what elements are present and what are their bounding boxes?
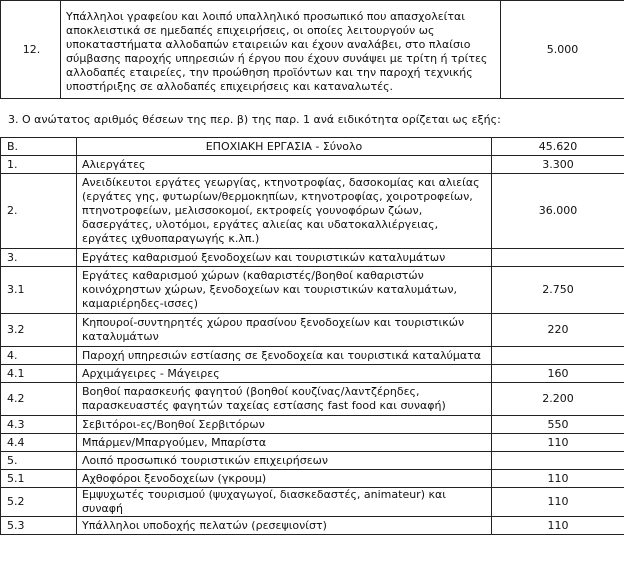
table-row bbox=[1, 314, 624, 347]
table-row bbox=[1, 416, 624, 434]
row-value: 550 bbox=[492, 416, 624, 434]
header-total: 45.620 bbox=[492, 138, 624, 156]
row-value: 220 bbox=[492, 314, 624, 347]
table-row bbox=[1, 365, 624, 383]
row-description: Αρχιμάγειρες - Μάγειρες bbox=[77, 365, 492, 383]
table-row bbox=[1, 383, 624, 416]
table-row bbox=[1, 249, 624, 267]
row-description: Μπάρμεν/Μπαργούμεν, Μπαρίστα bbox=[77, 434, 492, 452]
header-title: ΕΠΟΧΙΑΚΗ ΕΡΓΑΣΙΑ - Σύνολο bbox=[77, 138, 492, 156]
header-code: B. bbox=[1, 138, 77, 156]
table-row bbox=[1, 517, 624, 535]
row-code: 4.3 bbox=[1, 416, 77, 434]
row-value: 110 bbox=[492, 434, 624, 452]
table-row bbox=[1, 470, 624, 488]
row-value: 36.000 bbox=[492, 174, 624, 249]
table-row bbox=[1, 267, 624, 314]
row-value: 160 bbox=[492, 365, 624, 383]
row-description: Παροχή υπηρεσιών εστίασης σε ξενοδοχεία και τουριστικά καταλύματα bbox=[77, 347, 492, 365]
row-code: 2. bbox=[1, 174, 77, 249]
row-value: 110 bbox=[492, 488, 624, 517]
table-row bbox=[1, 347, 624, 365]
section-paragraph: 3. Ο ανώτατος αριθμός θέσεων της περ. β) της παρ. 1 ανά ειδικότητα ορίζεται ως εξής: bbox=[8, 113, 501, 126]
row-value bbox=[492, 249, 624, 267]
row-value: 110 bbox=[492, 517, 624, 535]
row-code: 4. bbox=[1, 347, 77, 365]
row-description: Κηπουροί-συντηρητές χώρου πρασίνου ξενοδοχείων και τουριστικών καταλυμάτων bbox=[77, 314, 492, 347]
row-description: Ανειδίκευτοι εργάτες γεωργίας, κτηνοτροφίας, δασοκομίας και αλιείας (εργάτες γης, φυτωρίων/θερμοκηπίων, κτηνοτροφίας, χοιροτροφείων, πτηνοτροφείων, μελισσοκομοί, εκτροφείς γουνοφόρων ζώων, δασεργάτες, υλοτόμοι, εργάτες αλιείας και υδατοκαλλιέργειας, εργάτες ιχθυοπαραγωγής κ.λπ.) bbox=[77, 174, 492, 249]
row-code: 4.2 bbox=[1, 383, 77, 416]
row-number: 12. bbox=[1, 1, 61, 99]
row-code: 5. bbox=[1, 452, 77, 470]
table-row bbox=[1, 488, 624, 517]
row-code: 3.2 bbox=[1, 314, 77, 347]
table-row bbox=[1, 1, 624, 99]
row-description: Εργάτες καθαρισμού ξενοδοχείων και τουριστικών καταλυμάτων bbox=[77, 249, 492, 267]
row-value bbox=[492, 452, 624, 470]
row-description: Αχθοφόροι ξενοδοχείων (γκρουμ) bbox=[77, 470, 492, 488]
row-description: Σεβιτόροι-ες/Βοηθοί Σερβιτόρων bbox=[77, 416, 492, 434]
row-code: 3.1 bbox=[1, 267, 77, 314]
table-row bbox=[1, 452, 624, 470]
row-value: 5.000 bbox=[501, 1, 624, 99]
row-code: 3. bbox=[1, 249, 77, 267]
row-code: 5.2 bbox=[1, 488, 77, 517]
row-value: 110 bbox=[492, 470, 624, 488]
row-code: 1. bbox=[1, 156, 77, 174]
top-table bbox=[0, 0, 624, 99]
row-value bbox=[492, 347, 624, 365]
row-description: Εμψυχωτές τουρισμού (ψυχαγωγοί, διασκεδαστές, animateur) και συναφή bbox=[77, 488, 492, 517]
row-description: Αλιεργάτες bbox=[77, 156, 492, 174]
table-body bbox=[1, 156, 624, 535]
row-code: 5.1 bbox=[1, 470, 77, 488]
table-row bbox=[1, 156, 624, 174]
row-code: 4.1 bbox=[1, 365, 77, 383]
row-description: Υπάλληλοι υποδοχής πελατών (ρεσεψιονίστ) bbox=[77, 517, 492, 535]
row-value: 3.300 bbox=[492, 156, 624, 174]
table-row bbox=[1, 174, 624, 249]
row-code: 5.3 bbox=[1, 517, 77, 535]
seasonal-work-table bbox=[0, 137, 624, 535]
row-description: Υπάλληλοι γραφείου και λοιπό υπαλληλικό προσωπικό που απασχολείται αποκλειστικά σε ημεδαπές επιχειρήσεις, οι οποίες λειτουργούν ως υποκαταστήματα αλλοδαπών εταιρειών και έχουν αναλάβει, στο πλαίσιο σύμβασης παροχής υπηρεσιών ή έργου που έχουν συνάψει με τρίτη ή τρίτες αλλοδαπές εταιρείες, την προώθηση προϊόντων και την παροχή τεχνικής υποστήριξης σε αλλοδαπές επιχειρήσεις και καταναλωτές. bbox=[61, 1, 501, 99]
table-header-row bbox=[1, 138, 624, 156]
row-description: Λοιπό προσωπικό τουριστικών επιχειρήσεων bbox=[77, 452, 492, 470]
row-description: Βοηθοί παρασκευής φαγητού (βοηθοί κουζίνας/λαντζέρηδες, παρασκευαστές φαγητών ταχείας εστίασης fast food και συναφή) bbox=[77, 383, 492, 416]
row-description: Εργάτες καθαρισμού χώρων (καθαριστές/βοηθοί καθαριστών κοινόχρηστων χώρων, ξενοδοχείων και τουριστικών καταλυμάτων, καμαριέρηδες-ισσες) bbox=[77, 267, 492, 314]
row-value: 2.200 bbox=[492, 383, 624, 416]
row-code: 4.4 bbox=[1, 434, 77, 452]
row-value: 2.750 bbox=[492, 267, 624, 314]
table-row bbox=[1, 434, 624, 452]
